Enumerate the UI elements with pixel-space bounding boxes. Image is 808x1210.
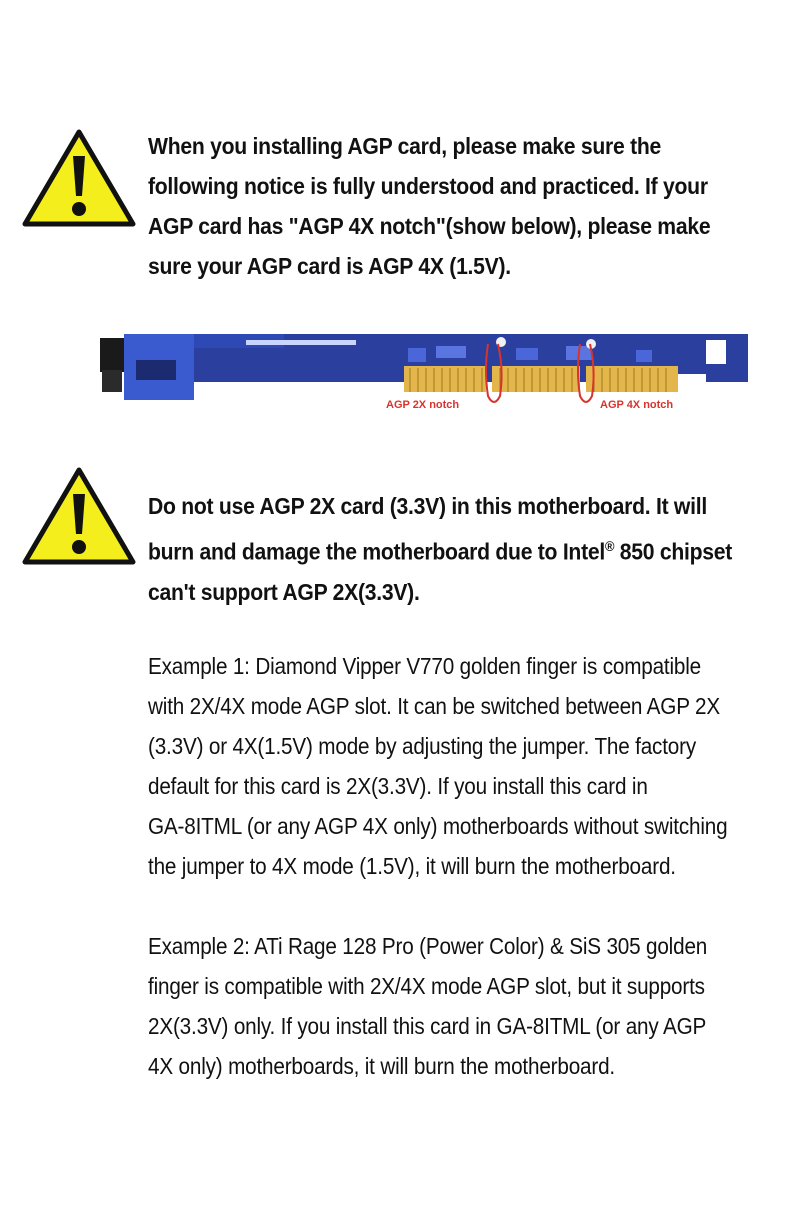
notice-line: following notice is fully understood and practiced. If your — [148, 173, 708, 199]
warning-triangle-icon — [20, 464, 138, 568]
warning-line-text: burn and damage the motherboard due to Intel — [148, 538, 605, 565]
paragraph-line: GA-8ITML (or any AGP 4X only) motherboards without switching — [148, 813, 728, 839]
agp-4x-notch-label: AGP 4X notch — [600, 399, 674, 411]
notice-line: AGP card has "AGP 4X notch"(show below), please make — [148, 213, 711, 239]
notice-line: When you installing AGP card, please make sure the — [148, 133, 662, 159]
notice-line: sure your AGP card is AGP 4X (1.5V). — [148, 253, 511, 279]
warning-line-text: 850 chipset — [614, 538, 732, 565]
registered-mark: ® — [604, 538, 615, 554]
paragraph-line: Example 1: Diamond Vipper V770 golden finger is compatible — [148, 653, 702, 679]
paragraph-line: Example 2: ATi Rage 128 Pro (Power Color) & SiS 305 golden — [148, 933, 708, 959]
paragraph-line: the jumper to 4X mode (1.5V), it will burn the motherboard. — [148, 853, 676, 879]
paragraph-line: with 2X/4X mode AGP slot. It can be switched between AGP 2X — [148, 693, 721, 719]
paragraph-line: 2X(3.3V) only. If you install this card in GA-8ITML (or any AGP — [148, 1013, 707, 1039]
agp-notice-text — [148, 126, 746, 286]
warning-line: Do not use AGP 2X card (3.3V) in this motherboard. It will — [148, 493, 707, 519]
paragraph-line: 4X only) motherboards, it will burn the motherboard. — [148, 1053, 615, 1079]
agp-2x-warning-text — [148, 486, 746, 612]
warning-line — [148, 526, 746, 572]
warning-triangle-icon — [20, 126, 138, 230]
agp-2x-notch-label: AGP 2X notch — [386, 399, 460, 411]
example-2-paragraph — [148, 926, 778, 1086]
paragraph-line: default for this card is 2X(3.3V). If you install this card in — [148, 773, 648, 799]
warning-line: can't support AGP 2X(3.3V). — [148, 578, 420, 605]
paragraph-line: (3.3V) or 4X(1.5V) mode by adjusting the jumper. The factory — [148, 733, 697, 759]
agp-card-figure — [96, 330, 748, 414]
paragraph-line: finger is compatible with 2X/4X mode AGP slot, but it supports — [148, 973, 705, 999]
example-1-paragraph — [148, 646, 778, 886]
